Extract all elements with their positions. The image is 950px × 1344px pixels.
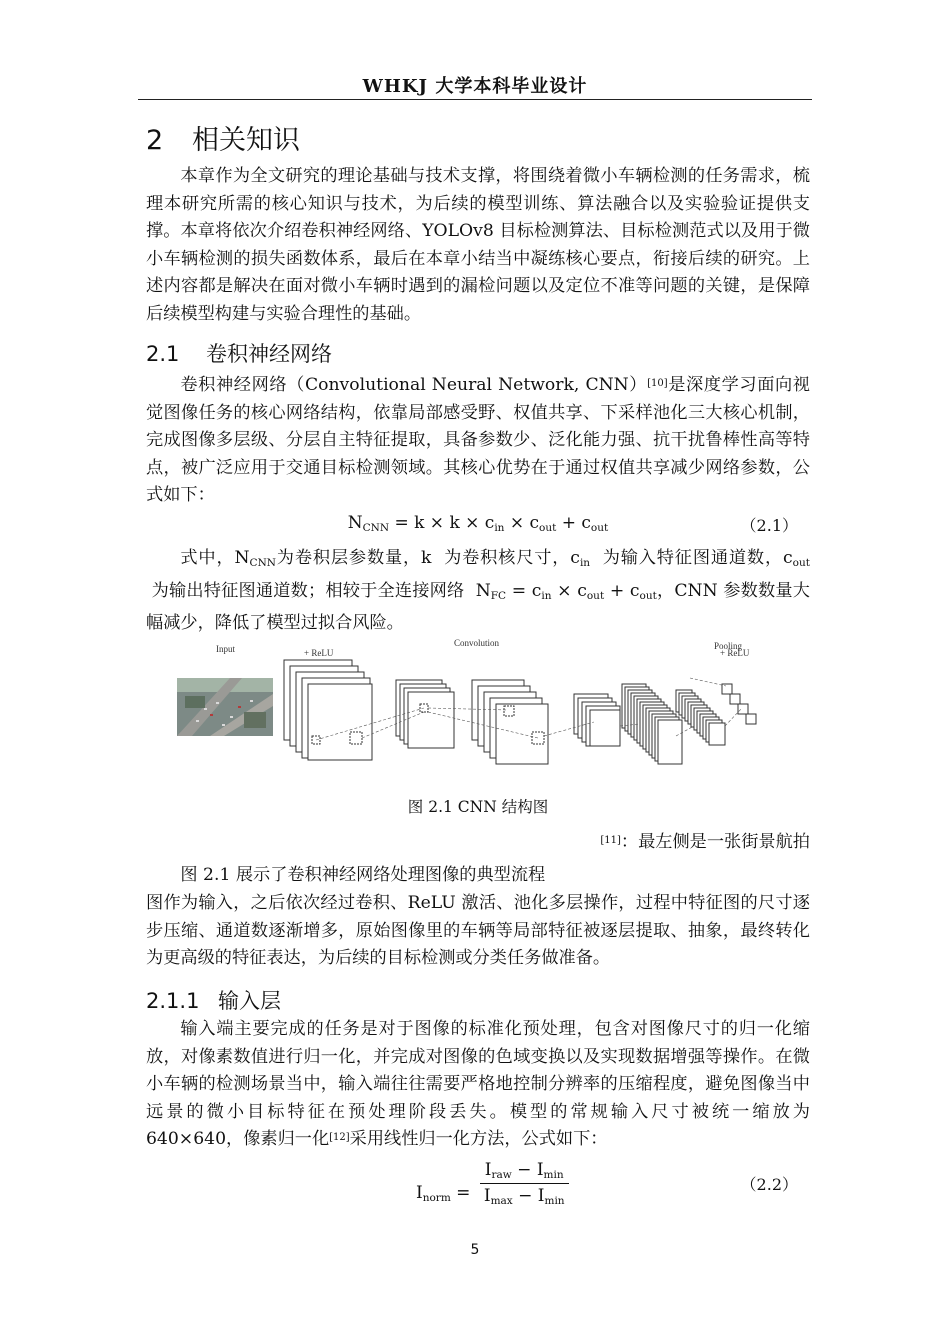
header-rule [138, 99, 812, 100]
label-pooling: Pooling [714, 641, 743, 651]
equation-body: $N_{CNN} = k \times k \times c_{in} \times c_{out} + c_{out}$ [347, 513, 609, 534]
input-layer-paragraph: 输入端主要完成的任务是对于图像的标准化预处理，包含对图像尺寸的归一化缩放，对像素数值进行归一化，并完成对图像的色域变换以及实现数据增强等操作。在微小车辆的检测场景当中，输入端往往需要严格地控制分辨率的压缩程度，避免图像当中远景的微小目标特征在预处理阶段丢失。模型的常规输入尺寸被统一缩放为640×640，像素归一化[12]采用线性归一化方法，公式如下： [146, 1019, 810, 1150]
cnn-text-a: 卷积神经网络（Convolutional Neural Network, CNN） [180, 375, 648, 395]
label-convolution: Convolution [454, 638, 500, 648]
chapter-heading [146, 118, 300, 157]
section-number: 2.1 [146, 342, 180, 366]
figure-desc-line-2: 图 2.1 展示了卷积神经网络处理图像的典型流程 [180, 865, 546, 885]
equation-number: （2.2） [740, 1175, 798, 1194]
section-title: 输入层 [218, 989, 281, 1013]
section-heading-2-1-1 [146, 985, 281, 1015]
figure-desc-line-1: [11]：最左侧是一张街景航拍 [600, 832, 810, 852]
label-relu-1: + ReLU [304, 648, 334, 658]
equation-2-1 [146, 513, 810, 543]
intro-paragraph: 本章作为全文研究的理论基础与技术支撑，将围绕着微小车辆检测的任务需求，梳理本研究所需的核心知识与技术，为后续的模型训练、算法融合以及实验验证提供支撑。本章将依次介绍卷积神经网络、YOLOv8 目标检测算法、目标检测范式以及用于微小车辆检测的损失函数体系，最后在本章小结当中凝练核心要点，衔接后续的研究。上述内容都是解决在面对微小车辆时遇到的漏检问题以及定位不准等问题的关键，是保障后续模型构建与实验合理性的基础。 [146, 166, 810, 324]
cnn-structure-figure [170, 636, 790, 776]
figure-caption: 图 2.1 CNN 结构图 [407, 798, 549, 816]
aerial-street-image [177, 678, 273, 736]
figure-desc-paragraph: 图作为输入，之后依次经过卷积、ReLU 激活、池化多层操作，过程中特征图的尺寸逐步压缩、通道数逐渐增多，原始图像里的车辆等局部特征被逐层提取、抽象，最终转化为更高级的特征表达，为后续的目标检测或分类任务做准备。 [146, 893, 810, 969]
equation-body: $I_{norm}$ = $\frac{I_{raw} - I_{min}}{I_{max} - I_{min}}$ [416, 1160, 569, 1207]
symbol-explanation-paragraph: 式中，$N_{CNN}$为卷积层参数量，k 为卷积核尺寸，$c_{in}$ 为输入特征图通道数，$c_{out}$ 为输出特征图通道数；相较于全连接网络 $N_{FC} = c_{in} \times c_{out} + c_{out}$，CNN 参数数量大幅减少，降低了模型过拟合风险。 [146, 548, 810, 634]
citation-ref: [12] [329, 1132, 350, 1144]
section-title: 卷积神经网络 [206, 342, 332, 366]
equation-2-2 [146, 1160, 810, 1210]
cnn-text-b: 是深度学习面向视觉图像任务的核心网络结构，依靠局部感受野、权值共享、下采样池化三大核心机制，完成图像多层级、分层自主特征提取，具备参数少、泛化能力强、抗干扰鲁棒性高等特点，被广泛应用于交通目标检测领域。其核心优势在于通过权值共享减少网络参数，公式如下： [146, 375, 810, 506]
section-number: 2.1.1 [146, 989, 200, 1013]
equation-number: （2.1） [740, 516, 798, 535]
chapter-number: 2 [146, 125, 164, 156]
cnn-paragraph [146, 372, 810, 510]
running-header: WHKJ 大学本科毕业设计 [362, 76, 588, 97]
label-input: Input [216, 644, 235, 654]
chapter-title: 相关知识 [192, 125, 300, 156]
citation-ref: [11] [600, 835, 621, 846]
section-heading-2-1 [146, 338, 332, 368]
page-number: 5 [470, 1242, 480, 1258]
citation-ref: [10] [647, 378, 668, 389]
label-relu-2: + ReLU [720, 648, 750, 658]
